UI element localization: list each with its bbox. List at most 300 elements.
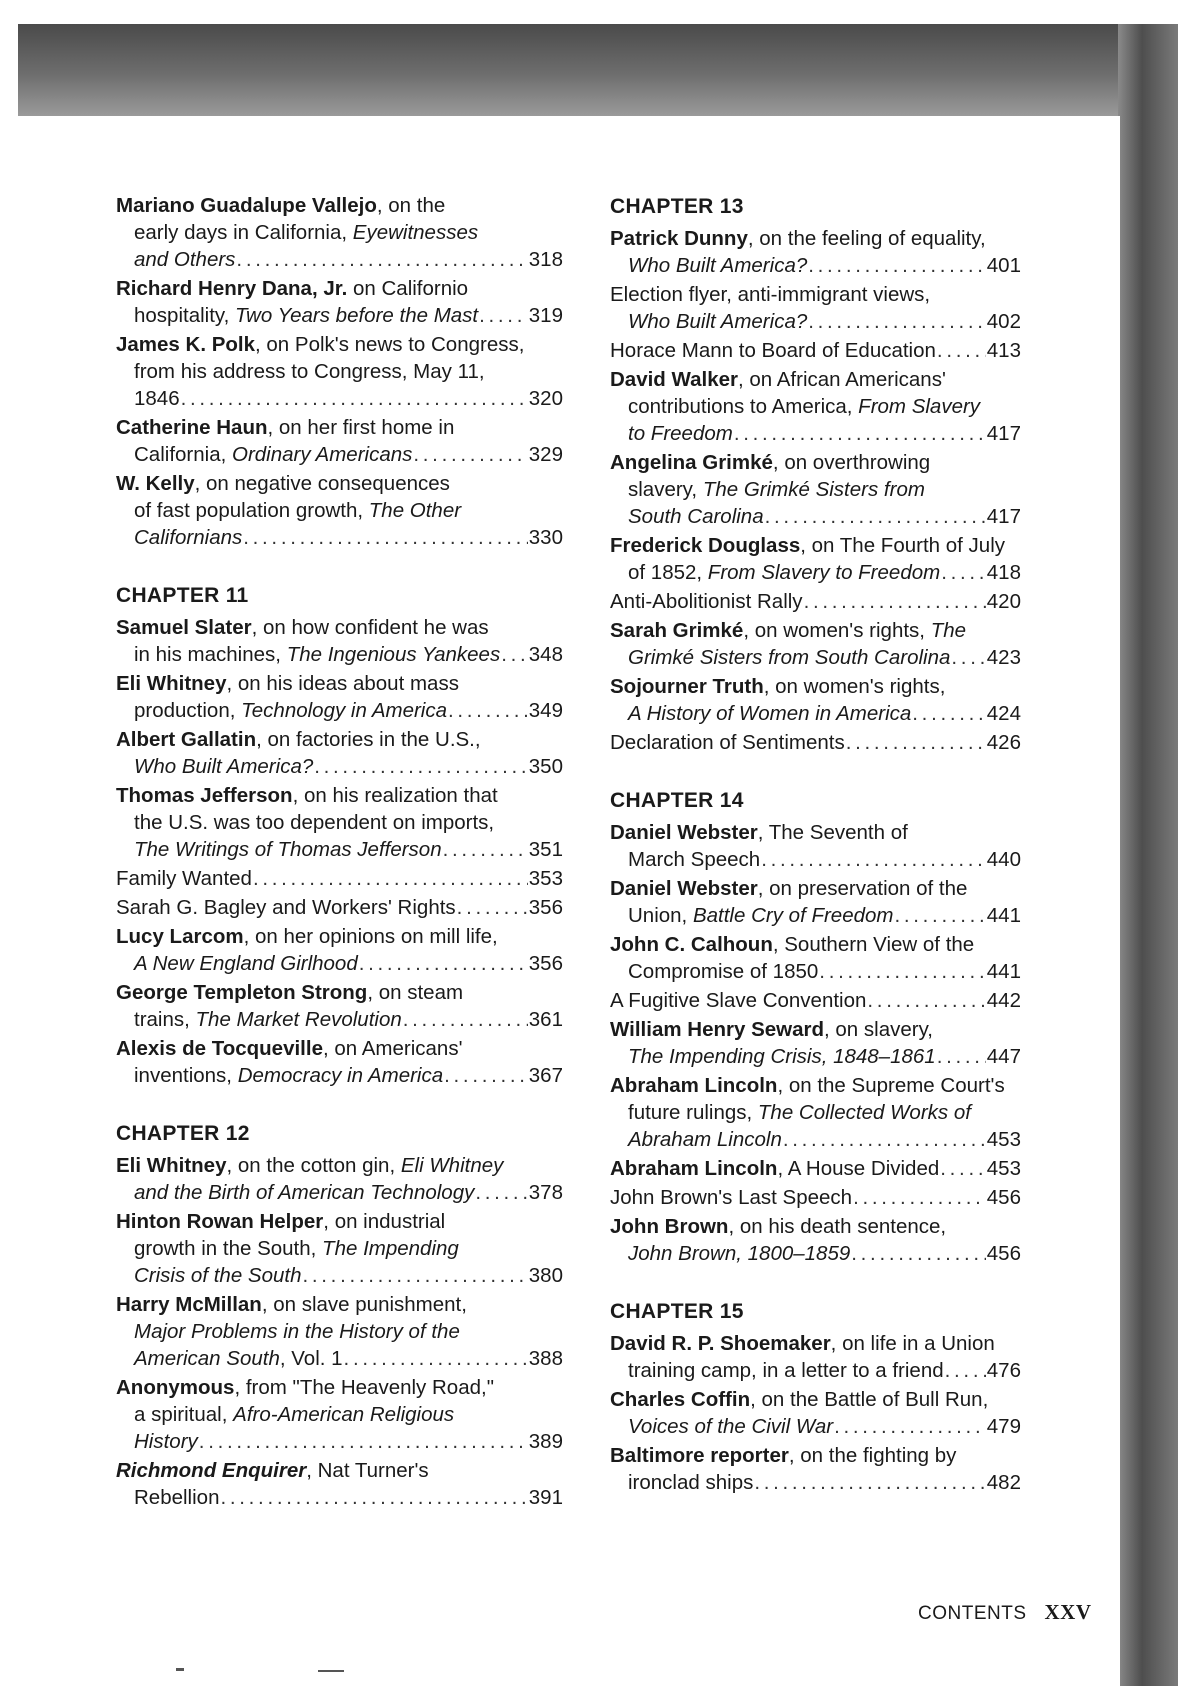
- entry-line: [116, 979, 563, 1006]
- entry-author: W. Kelly: [116, 472, 195, 495]
- contents-entry[interactable]: [610, 1155, 1021, 1182]
- contents-entry[interactable]: [116, 1208, 563, 1289]
- entry-source-title: Who Built America?: [134, 755, 314, 778]
- contents-entry[interactable]: [610, 875, 1021, 929]
- entry-source-title: Two Years before the Mast: [235, 304, 479, 327]
- page-number: 456: [986, 1186, 1021, 1209]
- entry-text: , on his death sentence,: [728, 1215, 947, 1238]
- contents-entry[interactable]: [116, 1152, 563, 1206]
- entry-author: Abraham Lincoln: [610, 1157, 778, 1180]
- contents-entry[interactable]: [116, 726, 563, 780]
- contents-entry[interactable]: [116, 192, 563, 273]
- entry-lead-text: [134, 753, 313, 780]
- entry-source-title: The Other: [368, 499, 462, 522]
- page-number: 356: [528, 896, 563, 919]
- entry-source-title: Grimké Sisters from South Carolina: [628, 646, 951, 669]
- entry-author: Daniel Webster: [610, 821, 758, 844]
- page-number: 388: [528, 1347, 563, 1370]
- entry-last-line: [628, 1413, 1021, 1440]
- entry-lead-text: [628, 252, 807, 279]
- entry-author: Angelina Grimké: [610, 451, 773, 474]
- entry-text: in his machines,: [134, 643, 287, 666]
- entry-lead-text: [134, 302, 478, 329]
- entry-last-line: [134, 1179, 563, 1206]
- entry-last-line: [134, 1062, 563, 1089]
- entry-line: [134, 497, 563, 524]
- entry-text: , on negative consequences: [194, 472, 450, 495]
- page-number: 320: [528, 387, 563, 410]
- entry-text: , on steam: [367, 981, 464, 1004]
- entry-lead-text: [134, 1062, 443, 1089]
- page-number: 424: [986, 702, 1021, 725]
- contents-entry[interactable]: [610, 729, 1021, 756]
- entry-source-title: A History of Women in America: [628, 702, 912, 725]
- entry-last-line: [628, 902, 1021, 929]
- entry-last-line: [610, 987, 1021, 1014]
- page-number: 420: [986, 590, 1021, 613]
- entry-line: [134, 219, 563, 246]
- entry-lead-text: [610, 588, 803, 615]
- dot-leader: [834, 1413, 986, 1440]
- entry-lead-text: [610, 1184, 852, 1211]
- entry-line: [610, 617, 1021, 644]
- contents-entry[interactable]: [610, 1072, 1021, 1153]
- entry-author: Eli Whitney: [116, 672, 227, 695]
- entry-last-line: [134, 246, 563, 273]
- entry-source-title: The Impending Crisis, 1848–1861: [628, 1045, 936, 1068]
- entry-text: , on his ideas about mass: [226, 672, 459, 695]
- entry-line: [116, 275, 563, 302]
- entry-lead-text: [628, 559, 940, 586]
- dot-leader: [303, 1262, 528, 1289]
- entry-source-title: A New England Girlhood: [134, 952, 358, 975]
- entry-source-title: Major Problems in the History of the: [134, 1320, 460, 1343]
- entry-last-line: [134, 385, 563, 412]
- page-number: 350: [528, 755, 563, 778]
- entry-author: Anonymous: [116, 1376, 235, 1399]
- page-number: 380: [528, 1264, 563, 1287]
- chapter-heading: CHAPTER 14: [610, 789, 744, 812]
- entry-last-line: [610, 1184, 1021, 1211]
- dot-leader: [243, 524, 528, 551]
- entry-line: [116, 192, 563, 219]
- entry-author: David Walker: [610, 368, 738, 391]
- entry-line: [134, 1235, 563, 1262]
- entry-line: [134, 358, 563, 385]
- contents-entry[interactable]: [610, 931, 1021, 985]
- page-number: 476: [986, 1359, 1021, 1382]
- entry-text: of 1852,: [628, 561, 708, 584]
- page-number: 442: [986, 989, 1021, 1012]
- entry-last-line: [134, 1345, 563, 1372]
- page-number: 319: [528, 304, 563, 327]
- entry-lead-text: [134, 1006, 402, 1033]
- contents-entry[interactable]: [116, 414, 563, 468]
- entry-last-line: [134, 950, 563, 977]
- entry-source-title: Afro-American Religious: [233, 1403, 455, 1426]
- entry-last-line: [134, 1484, 563, 1511]
- entry-author: Hinton Rowan Helper: [116, 1210, 324, 1233]
- entry-text: contributions to America,: [628, 395, 859, 418]
- dot-leader: [734, 420, 986, 447]
- entry-last-line: [134, 836, 563, 863]
- dot-leader: [448, 697, 528, 724]
- dot-leader: [853, 1184, 986, 1211]
- dot-leader: [819, 958, 985, 985]
- entry-text: , on how confident he was: [251, 616, 489, 639]
- entry-line: [610, 225, 1021, 252]
- entry-text: , on Polk's news to Congress,: [255, 333, 525, 356]
- page-number: 426: [986, 731, 1021, 754]
- contents-entry[interactable]: [610, 1386, 1021, 1440]
- entry-lead-text: [134, 836, 442, 863]
- dot-leader: [851, 1240, 986, 1267]
- scan-smudge: [318, 1670, 344, 1672]
- contents-entry[interactable]: [116, 275, 563, 329]
- entry-text: , on his realization that: [292, 784, 498, 807]
- page-number: 401: [986, 254, 1021, 277]
- entry-author: Patrick Dunny: [610, 227, 748, 250]
- entry-text: A Fugitive Slave Convention: [610, 989, 867, 1012]
- entry-source-title: Californians: [134, 526, 243, 549]
- page-number: 440: [986, 848, 1021, 871]
- entry-author: George Templeton Strong: [116, 981, 368, 1004]
- entry-line: [134, 809, 563, 836]
- entry-lead-text: [628, 1126, 782, 1153]
- entry-line: [116, 331, 563, 358]
- contents-entry[interactable]: [610, 588, 1021, 615]
- dot-leader: [413, 441, 527, 468]
- contents-entry[interactable]: [116, 1374, 563, 1455]
- entry-text: , on slave punishment,: [261, 1293, 467, 1316]
- entry-text: , A House Divided: [777, 1157, 940, 1180]
- entry-author: Richmond Enquirer: [116, 1459, 307, 1482]
- entry-text: , on the cotton gin,: [226, 1154, 401, 1177]
- entry-text: , Nat Turner's: [306, 1459, 429, 1482]
- page-number: 413: [986, 339, 1021, 362]
- entry-source-title: Democracy in America: [237, 1064, 444, 1087]
- dot-leader: [951, 644, 985, 671]
- entry-text: hospitality,: [134, 304, 236, 327]
- entry-line: [628, 1099, 1021, 1126]
- entry-lead-text: [628, 846, 760, 873]
- contents-entry[interactable]: [116, 470, 563, 551]
- dot-leader: [501, 641, 528, 668]
- entry-last-line: [134, 524, 563, 551]
- entry-lead-text: [610, 337, 936, 364]
- dot-leader: [253, 865, 528, 892]
- entry-line: [610, 931, 1021, 958]
- entry-line: [134, 1318, 563, 1345]
- dot-leader: [181, 385, 528, 412]
- contents-entry[interactable]: [116, 331, 563, 412]
- entry-line: [610, 1072, 1021, 1099]
- entry-lead-text: [628, 1043, 936, 1070]
- scan-smudge: [176, 1668, 184, 1671]
- contents-entry[interactable]: [610, 337, 1021, 364]
- page-number: 318: [528, 248, 563, 271]
- entry-author: Albert Gallatin: [116, 728, 257, 751]
- entry-lead-text: [134, 1345, 343, 1372]
- page-number: 391: [528, 1486, 563, 1509]
- entry-lead-text: [628, 902, 893, 929]
- entry-text: Sarah G. Bagley and Workers' Rights: [116, 896, 456, 919]
- entry-text: growth in the South,: [134, 1237, 323, 1260]
- contents-entry[interactable]: [610, 1213, 1021, 1267]
- scan-top-shadow: [18, 24, 1160, 116]
- chapter-heading: CHAPTER 15: [610, 1300, 744, 1323]
- contents-entry[interactable]: [610, 449, 1021, 530]
- dot-leader: [940, 1155, 986, 1182]
- entry-line: [628, 393, 1021, 420]
- contents-entry[interactable]: [610, 281, 1021, 335]
- entry-line: [610, 1016, 1021, 1043]
- page-number: 453: [986, 1128, 1021, 1151]
- chapter-heading: CHAPTER 13: [610, 195, 744, 218]
- entry-text: , on women's rights,: [763, 675, 946, 698]
- entry-line: [610, 366, 1021, 393]
- dot-leader: [444, 1062, 528, 1089]
- entry-last-line: [628, 308, 1021, 335]
- entry-line: [134, 1401, 563, 1428]
- chapter-heading: CHAPTER 12: [116, 1122, 250, 1145]
- entry-last-line: [116, 865, 563, 892]
- dot-leader: [359, 950, 528, 977]
- contents-entry[interactable]: [116, 670, 563, 724]
- page-number: 441: [986, 904, 1021, 927]
- entry-source-title: Battle Cry of Freedom: [692, 904, 894, 927]
- page-number: 456: [986, 1242, 1021, 1265]
- entry-text: , Vol. 1: [279, 1347, 343, 1370]
- entry-lead-text: [134, 1428, 198, 1455]
- entry-text: early days in California,: [134, 221, 353, 244]
- entry-text: , on factories in the U.S.,: [256, 728, 481, 751]
- entry-lead-text: [628, 503, 764, 530]
- entry-text: of fast population growth,: [134, 499, 369, 522]
- entry-last-line: [134, 1428, 563, 1455]
- entry-text: future rulings,: [628, 1101, 758, 1124]
- entry-author: John C. Calhoun: [610, 933, 773, 956]
- entry-text: John Brown's Last Speech: [610, 1186, 853, 1209]
- entry-text: , on the fighting by: [788, 1444, 957, 1467]
- contents-entry[interactable]: [116, 1035, 563, 1089]
- entry-text: March Speech: [628, 848, 761, 871]
- entry-line: [116, 726, 563, 753]
- page-number: 389: [528, 1430, 563, 1453]
- entry-line: [116, 614, 563, 641]
- page-number: 453: [986, 1157, 1021, 1180]
- dot-leader: [220, 1484, 527, 1511]
- entry-author: David R. P. Shoemaker: [610, 1332, 831, 1355]
- entry-text: , on life in a Union: [830, 1332, 995, 1355]
- contents-entry[interactable]: [610, 819, 1021, 873]
- entry-author: James K. Polk: [116, 333, 256, 356]
- entry-line: [610, 281, 1021, 308]
- entry-author: Eli Whitney: [116, 1154, 227, 1177]
- contents-entry[interactable]: [610, 1016, 1021, 1070]
- page-number: 356: [528, 952, 563, 975]
- entry-line: [610, 819, 1021, 846]
- entry-last-line: [610, 1155, 1021, 1182]
- entry-last-line: [134, 697, 563, 724]
- entry-text: California,: [134, 443, 232, 466]
- entry-source-title: Abraham Lincoln: [628, 1128, 782, 1151]
- dot-leader: [403, 1006, 528, 1033]
- entry-text: , on her opinions on mill life,: [243, 925, 498, 948]
- dot-leader: [765, 503, 986, 530]
- entry-source-title: and the Birth of American Technology: [134, 1181, 475, 1204]
- contents-entry[interactable]: [116, 865, 563, 892]
- entry-author: William Henry Seward: [610, 1018, 824, 1041]
- dot-leader: [941, 559, 986, 586]
- entry-lead-text: [134, 950, 358, 977]
- entry-source-title: From Slavery: [858, 395, 981, 418]
- contents-entry[interactable]: [610, 617, 1021, 671]
- contents-entry[interactable]: [116, 979, 563, 1033]
- dot-leader: [808, 252, 986, 279]
- page-number: 329: [528, 443, 563, 466]
- contents-entry[interactable]: [610, 225, 1021, 279]
- entry-line: [116, 1457, 563, 1484]
- entry-text: Election flyer, anti-immigrant views,: [610, 283, 931, 306]
- entry-lead-text: [610, 1155, 939, 1182]
- entry-last-line: [628, 1357, 1021, 1384]
- page-number: 482: [986, 1471, 1021, 1494]
- entry-text: Family Wanted: [116, 867, 252, 890]
- dot-leader: [344, 1345, 528, 1372]
- entry-line: [116, 923, 563, 950]
- entry-last-line: [134, 1262, 563, 1289]
- entry-source-title: Voices of the Civil War: [628, 1415, 834, 1438]
- contents-entry[interactable]: [610, 1442, 1021, 1496]
- dot-leader: [754, 1469, 985, 1496]
- entry-lead-text: [116, 894, 456, 921]
- entry-author: Mariano Guadalupe Vallejo: [116, 194, 377, 217]
- entry-source-title: The Ingenious Yankees: [286, 643, 501, 666]
- contents-entry[interactable]: [610, 1184, 1021, 1211]
- entry-line: [116, 1374, 563, 1401]
- entry-text: , on industrial: [323, 1210, 446, 1233]
- entry-lead-text: [134, 524, 242, 551]
- footer-page-number: XXV: [1044, 1600, 1092, 1624]
- entry-lead-text: [134, 1262, 302, 1289]
- contents-entry[interactable]: [116, 1457, 563, 1511]
- contents-entry[interactable]: [610, 1330, 1021, 1384]
- page-number: 423: [986, 646, 1021, 669]
- entry-source-title: Technology in America: [241, 699, 447, 722]
- page-number: 378: [528, 1181, 563, 1204]
- contents-entry[interactable]: [610, 673, 1021, 727]
- contents-entry[interactable]: [610, 366, 1021, 447]
- dot-leader: [475, 1179, 527, 1206]
- page-number: 361: [528, 1008, 563, 1031]
- dot-leader: [783, 1126, 986, 1153]
- entry-last-line: [134, 641, 563, 668]
- page-footer: [918, 1600, 1092, 1625]
- entry-text: Declaration of Sentiments: [610, 731, 845, 754]
- contents-entry[interactable]: [116, 1291, 563, 1372]
- entry-text: , on overthrowing: [772, 451, 931, 474]
- entry-author: Frederick Douglass: [610, 534, 801, 557]
- contents-entry[interactable]: [116, 782, 563, 863]
- dot-leader: [479, 302, 528, 329]
- dot-leader: [236, 246, 527, 273]
- dot-leader: [457, 894, 528, 921]
- dot-leader: [808, 308, 986, 335]
- dot-leader: [894, 902, 985, 929]
- page-number: 417: [986, 505, 1021, 528]
- dot-leader: [846, 729, 986, 756]
- entry-line: [116, 414, 563, 441]
- entry-source-title: Who Built America?: [628, 254, 808, 277]
- entry-source-title: The Writings of Thomas Jefferson: [134, 838, 442, 861]
- entry-last-line: [628, 644, 1021, 671]
- entry-source-title: Crisis of the South: [134, 1264, 302, 1287]
- entry-source-title: History: [134, 1430, 198, 1453]
- entry-author: Baltimore reporter: [610, 1444, 789, 1467]
- entry-source-title: The Collected Works of: [757, 1101, 971, 1124]
- entry-line: [610, 532, 1021, 559]
- right-column: [610, 192, 1021, 1498]
- entry-text: , Southern View of the: [772, 933, 975, 956]
- entry-last-line: [628, 503, 1021, 530]
- contents-entry[interactable]: [116, 923, 563, 977]
- chapter-heading: CHAPTER 11: [116, 584, 249, 607]
- entry-lead-text: [628, 420, 733, 447]
- page-number: 479: [986, 1415, 1021, 1438]
- entry-author: Samuel Slater: [116, 616, 252, 639]
- entry-text: , from "The Heavenly Road,": [234, 1376, 494, 1399]
- entry-text: slavery,: [628, 478, 703, 501]
- entry-author: Charles Coffin: [610, 1388, 751, 1411]
- entry-text: inventions,: [134, 1064, 238, 1087]
- page-number: 348: [528, 643, 563, 666]
- entry-line: [610, 1442, 1021, 1469]
- entry-text: from his address to Congress, May 11,: [134, 360, 485, 383]
- entry-text: trains,: [134, 1008, 196, 1031]
- page-number: 349: [528, 699, 563, 722]
- entry-text: , on the feeling of equality,: [747, 227, 986, 250]
- contents-entry[interactable]: [116, 894, 563, 921]
- dot-leader: [912, 700, 986, 727]
- page-number: 330: [528, 526, 563, 549]
- entry-text: on Californio: [347, 277, 469, 300]
- entry-line: [628, 476, 1021, 503]
- entry-source-title: Eli Whitney: [400, 1154, 504, 1177]
- contents-entry[interactable]: [610, 987, 1021, 1014]
- entry-lead-text: [134, 246, 235, 273]
- contents-entry[interactable]: [610, 532, 1021, 586]
- entry-lead-text: [628, 1240, 850, 1267]
- entry-text: , on women's rights,: [743, 619, 931, 642]
- entry-line: [116, 670, 563, 697]
- entry-line: [116, 470, 563, 497]
- entry-last-line: [628, 252, 1021, 279]
- entry-last-line: [628, 1126, 1021, 1153]
- entry-lead-text: [610, 729, 845, 756]
- dot-leader: [314, 753, 528, 780]
- entry-author: Harry McMillan: [116, 1293, 262, 1316]
- dot-leader: [937, 337, 986, 364]
- entry-lead-text: [116, 865, 252, 892]
- entry-lead-text: [610, 987, 866, 1014]
- entry-source-title: The Market Revolution: [195, 1008, 402, 1031]
- entry-source-title: Eyewitnesses: [352, 221, 479, 244]
- entry-text: , on The Fourth of July: [800, 534, 1005, 557]
- footer-label: CONTENTS: [918, 1603, 1027, 1624]
- contents-entry[interactable]: [116, 614, 563, 668]
- entry-text: 1846: [134, 387, 180, 410]
